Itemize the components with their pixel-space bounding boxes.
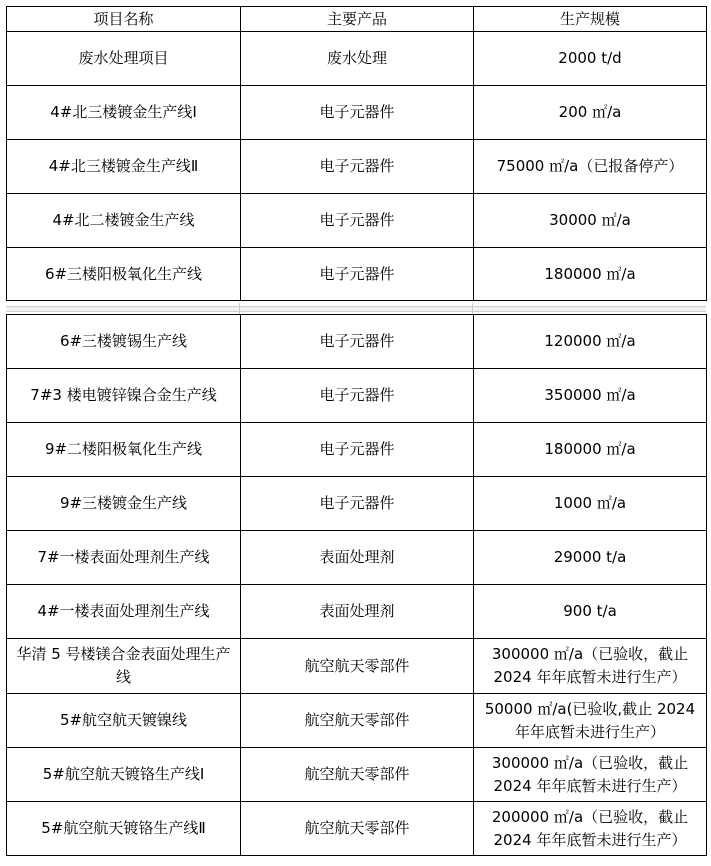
project-name-cell: 5#航空航天镀铬生产线Ⅱ <box>7 802 241 856</box>
project-name-cell: 7#一楼表面处理剂生产线 <box>7 531 241 585</box>
table-row <box>7 585 707 639</box>
project-name-cell: 废水处理项目 <box>7 32 241 86</box>
page-break-seam <box>6 303 706 314</box>
page-break-tick <box>472 303 473 314</box>
product-cell: 电子元器件 <box>241 369 474 423</box>
product-cell: 航空航天零部件 <box>241 639 474 694</box>
scale-cell: 2000 t/d <box>474 32 707 86</box>
table-row <box>7 639 707 694</box>
header-project-name: 项目名称 <box>7 7 241 32</box>
scale-cell: 200000 ㎡/a（已验收，截止 2024 年年底暂未进行生产） <box>474 802 707 856</box>
scale-cell: 50000 ㎡/a(已验收,截止 2024 年年底暂未进行生产） <box>474 694 707 748</box>
scale-cell: 300000 ㎡/a（已验收，截止 2024 年年底暂未进行生产） <box>474 748 707 802</box>
product-cell: 航空航天零部件 <box>241 802 474 856</box>
scale-cell: 180000 ㎡/a <box>474 248 707 301</box>
project-name-cell: 4#北二楼镀金生产线 <box>7 194 241 248</box>
scale-cell: 120000 ㎡/a <box>474 315 707 369</box>
table-row <box>7 694 707 748</box>
table-row <box>7 423 707 477</box>
project-name-cell: 4#一楼表面处理剂生产线 <box>7 585 241 639</box>
scale-cell: 180000 ㎡/a <box>474 423 707 477</box>
project-name-cell: 华清 5 号楼镁合金表面处理生产线 <box>7 639 241 694</box>
product-cell: 电子元器件 <box>241 477 474 531</box>
scale-cell: 300000 ㎡/a（已验收，截止 2024 年年底暂未进行生产） <box>474 639 707 694</box>
scale-cell: 350000 ㎡/a <box>474 369 707 423</box>
table-row <box>7 748 707 802</box>
table-row <box>7 315 707 369</box>
product-cell: 电子元器件 <box>241 140 474 194</box>
production-table-part2 <box>6 314 707 856</box>
product-cell: 表面处理剂 <box>241 531 474 585</box>
header-production-scale: 生产规模 <box>474 7 707 32</box>
project-name-cell: 6#三楼阳极氧化生产线 <box>7 248 241 301</box>
product-cell: 电子元器件 <box>241 423 474 477</box>
project-name-cell: 9#二楼阳极氧化生产线 <box>7 423 241 477</box>
table-row <box>7 86 707 140</box>
project-name-cell: 5#航空航天镀镍线 <box>7 694 241 748</box>
page-break-tick <box>239 303 240 314</box>
project-name-cell: 7#3 楼电镀锌镍合金生产线 <box>7 369 241 423</box>
scale-cell: 29000 t/a <box>474 531 707 585</box>
scale-cell: 75000 ㎡/a（已报备停产） <box>474 140 707 194</box>
scale-cell: 900 t/a <box>474 585 707 639</box>
table-row <box>7 477 707 531</box>
project-name-cell: 5#航空航天镀铬生产线Ⅰ <box>7 748 241 802</box>
scale-cell: 1000 ㎡/a <box>474 477 707 531</box>
project-name-cell: 4#北三楼镀金生产线Ⅰ <box>7 86 241 140</box>
table-row <box>7 140 707 194</box>
product-cell: 电子元器件 <box>241 86 474 140</box>
project-name-cell: 4#北三楼镀金生产线Ⅱ <box>7 140 241 194</box>
scale-cell: 30000 ㎡/a <box>474 194 707 248</box>
production-table-part1 <box>6 6 707 301</box>
scale-cell: 200 ㎡/a <box>474 86 707 140</box>
product-cell: 电子元器件 <box>241 248 474 301</box>
table-row <box>7 248 707 301</box>
product-cell: 航空航天零部件 <box>241 748 474 802</box>
product-cell: 表面处理剂 <box>241 585 474 639</box>
project-name-cell: 6#三楼镀锡生产线 <box>7 315 241 369</box>
product-cell: 电子元器件 <box>241 194 474 248</box>
table-row <box>7 802 707 856</box>
table-header-row <box>7 7 707 32</box>
header-main-product: 主要产品 <box>241 7 474 32</box>
page-break-bar <box>6 306 706 312</box>
project-name-cell: 9#三楼镀金生产线 <box>7 477 241 531</box>
table-row <box>7 194 707 248</box>
product-cell: 废水处理 <box>241 32 474 86</box>
table-row <box>7 32 707 86</box>
table-row <box>7 369 707 423</box>
product-cell: 电子元器件 <box>241 315 474 369</box>
product-cell: 航空航天零部件 <box>241 694 474 748</box>
table-row <box>7 531 707 585</box>
